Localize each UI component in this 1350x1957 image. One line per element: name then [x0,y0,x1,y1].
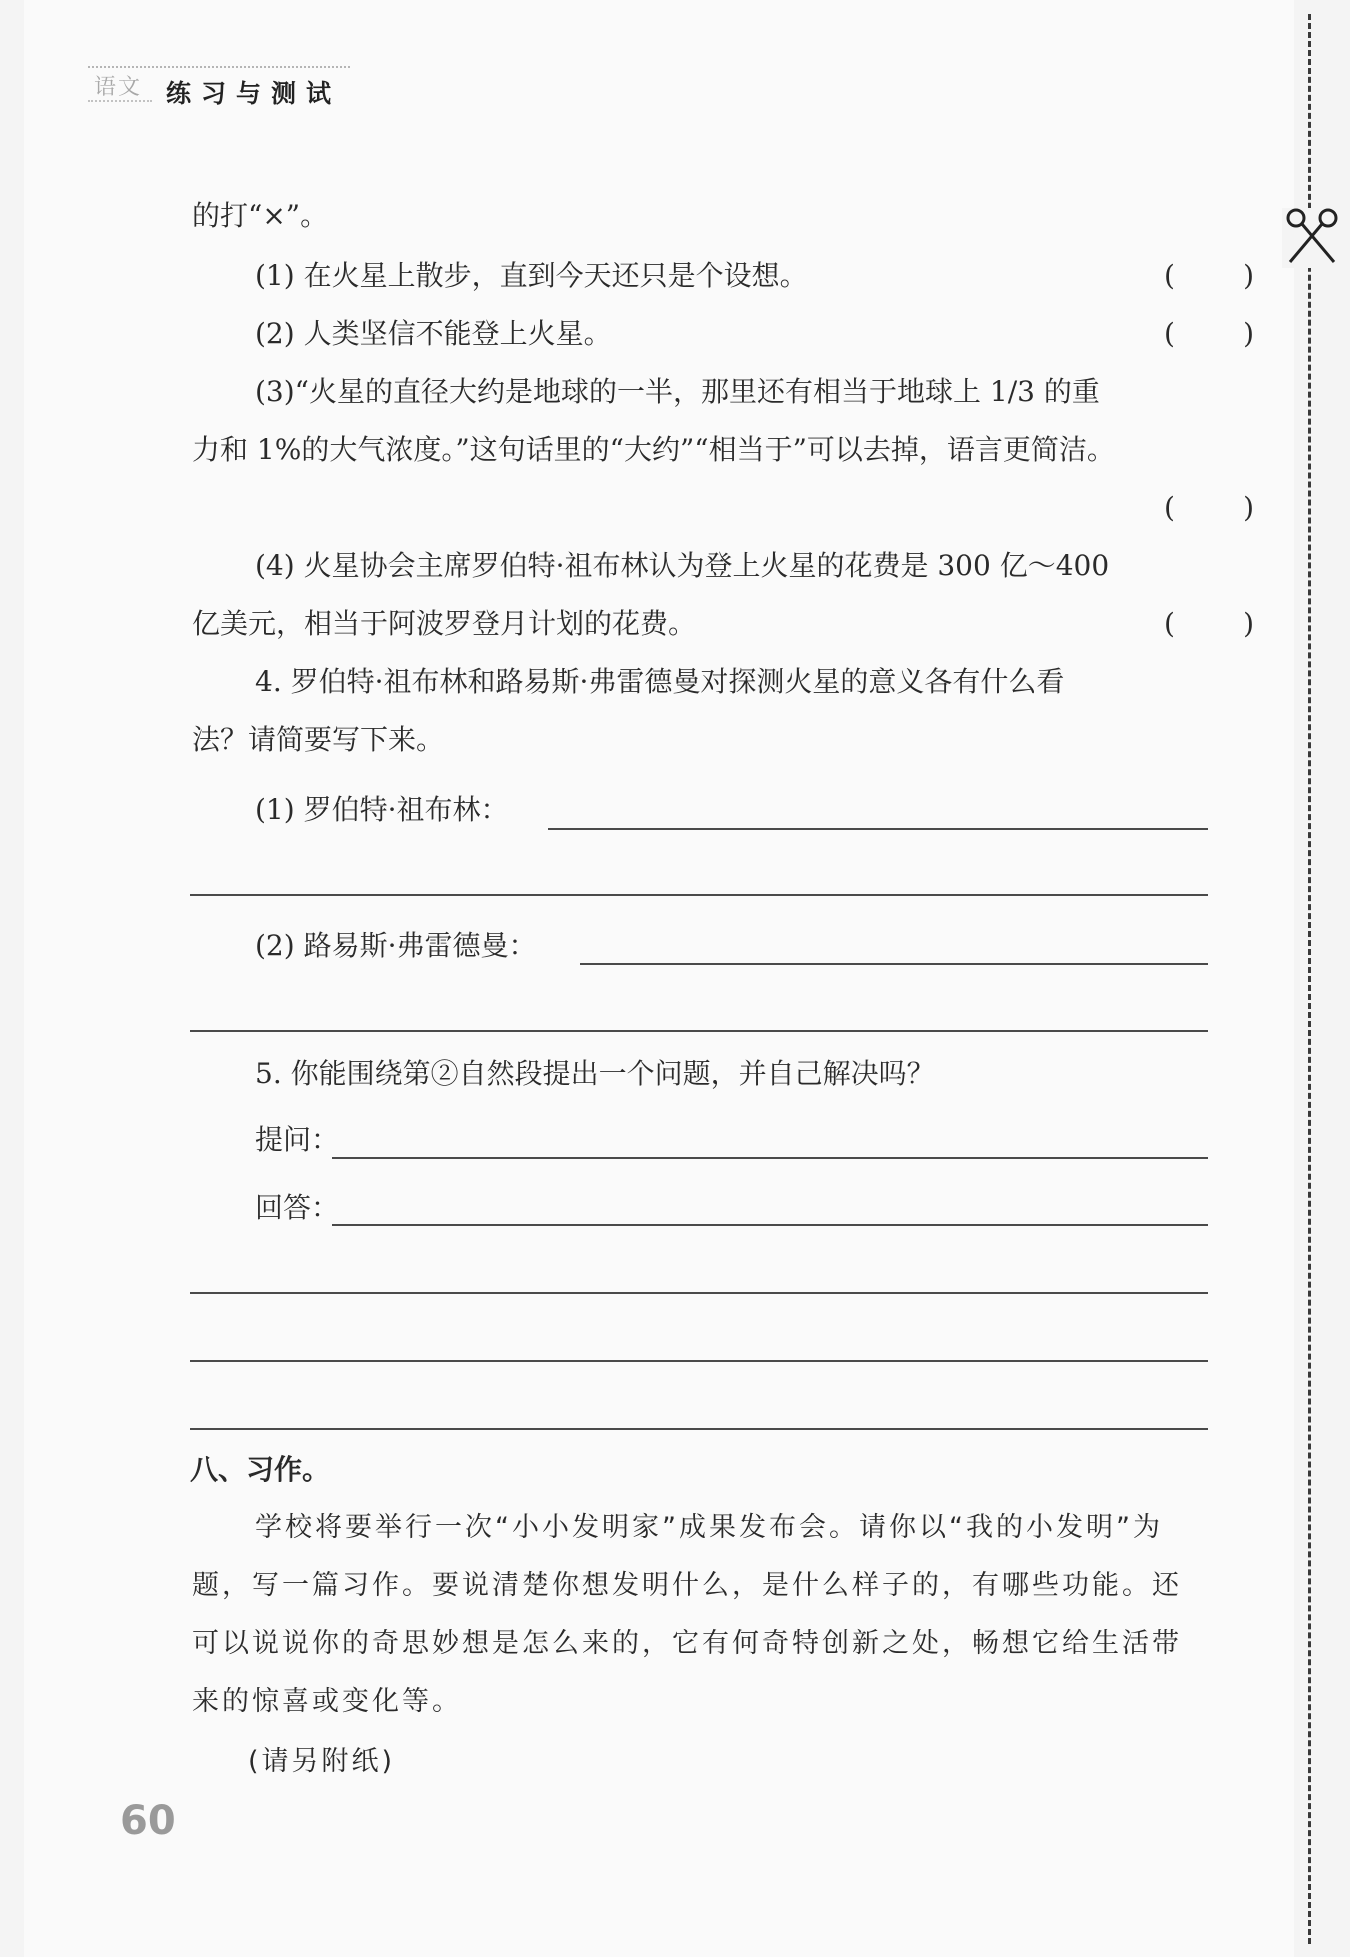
q5-answer-line-3[interactable] [190,1360,1208,1362]
question-5-text: 5. 你能围绕第②自然段提出一个问题，并自己解决吗？ [255,1057,935,1090]
paren-open: ( [1164,317,1175,350]
essay-prompt-line2: 题，写一篇习作。要说清楚你想发明什么，是什么样子的，有哪些功能。还 [192,1570,1182,1601]
q5-answer-line-4[interactable] [190,1428,1208,1430]
judgment-3-line1: (3)“火星的直径大约是地球的一半，那里还有相当于地球上 1/3 的重 [255,375,1100,408]
q4-sub1-answer-line[interactable] [548,828,1208,830]
essay-prompt-line3: 可以说说你的奇思妙想是怎么来的，它有何奇特创新之处，畅想它给生活带 [192,1628,1182,1659]
paren-close: ) [1243,491,1254,524]
q5-answer-line-1[interactable] [332,1224,1208,1226]
q4-sub2-answer-line-2[interactable] [190,1030,1208,1032]
q4-sub1-label: (1) 罗伯特·祖布林： [255,793,509,826]
judgment-1-text: (1) 在火星上散步，直到今天还只是个设想。 [255,259,808,292]
q5-answer-line-2[interactable] [190,1292,1208,1294]
essay-prompt-line1: 学校将要举行一次“小小发明家”成果发布会。请你以“我的小发明”为 [255,1512,1163,1543]
header-dotted-rule [88,66,350,68]
page-number: 60 [120,1798,176,1844]
cut-line [1308,14,1311,1944]
q5-ask-label: 提问： [255,1123,340,1156]
intro-tail: 的打“×”。 [192,199,329,232]
paren-open: ( [1164,607,1175,640]
subject-label: 语文 [94,75,143,100]
question-4-line1: 4. 罗伯特·祖布林和路易斯·弗雷德曼对探测火星的意义各有什么看 [255,665,1065,698]
paren-open: ( [1164,259,1175,292]
q5-ask-answer-line[interactable] [332,1157,1208,1159]
q4-sub1-answer-line-2[interactable] [190,894,1208,896]
scissors-icon [1282,208,1342,268]
q4-sub2-label: (2) 路易斯·弗雷德曼： [255,929,537,962]
paren-close: ) [1243,317,1254,350]
essay-note: (请另附纸) [248,1746,396,1777]
paren-close: ) [1243,259,1254,292]
section-8-title: 八、习作。 [190,1453,331,1486]
paren-open: ( [1164,491,1175,524]
page-header [88,66,350,108]
paren-close: ) [1243,607,1254,640]
judgment-4-line2: 亿美元，相当于阿波罗登月计划的花费。 [192,607,697,640]
essay-prompt-line4: 来的惊喜或变化等。 [192,1686,462,1717]
q5-answer-label: 回答： [255,1191,340,1224]
book-title: 练习与测试 [166,79,342,108]
question-4-line2: 法？请简要写下来。 [192,723,445,756]
judgment-3-line2: 力和 1%的大气浓度。”这句话里的“大约”“相当于”可以去掉，语言更简洁。 [192,433,1115,466]
judgment-4-line1: (4) 火星协会主席罗伯特·祖布林认为登上火星的花费是 300 亿～400 [255,549,1110,582]
q4-sub2-answer-line[interactable] [580,963,1208,965]
judgment-2-text: (2) 人类坚信不能登上火星。 [255,317,612,350]
